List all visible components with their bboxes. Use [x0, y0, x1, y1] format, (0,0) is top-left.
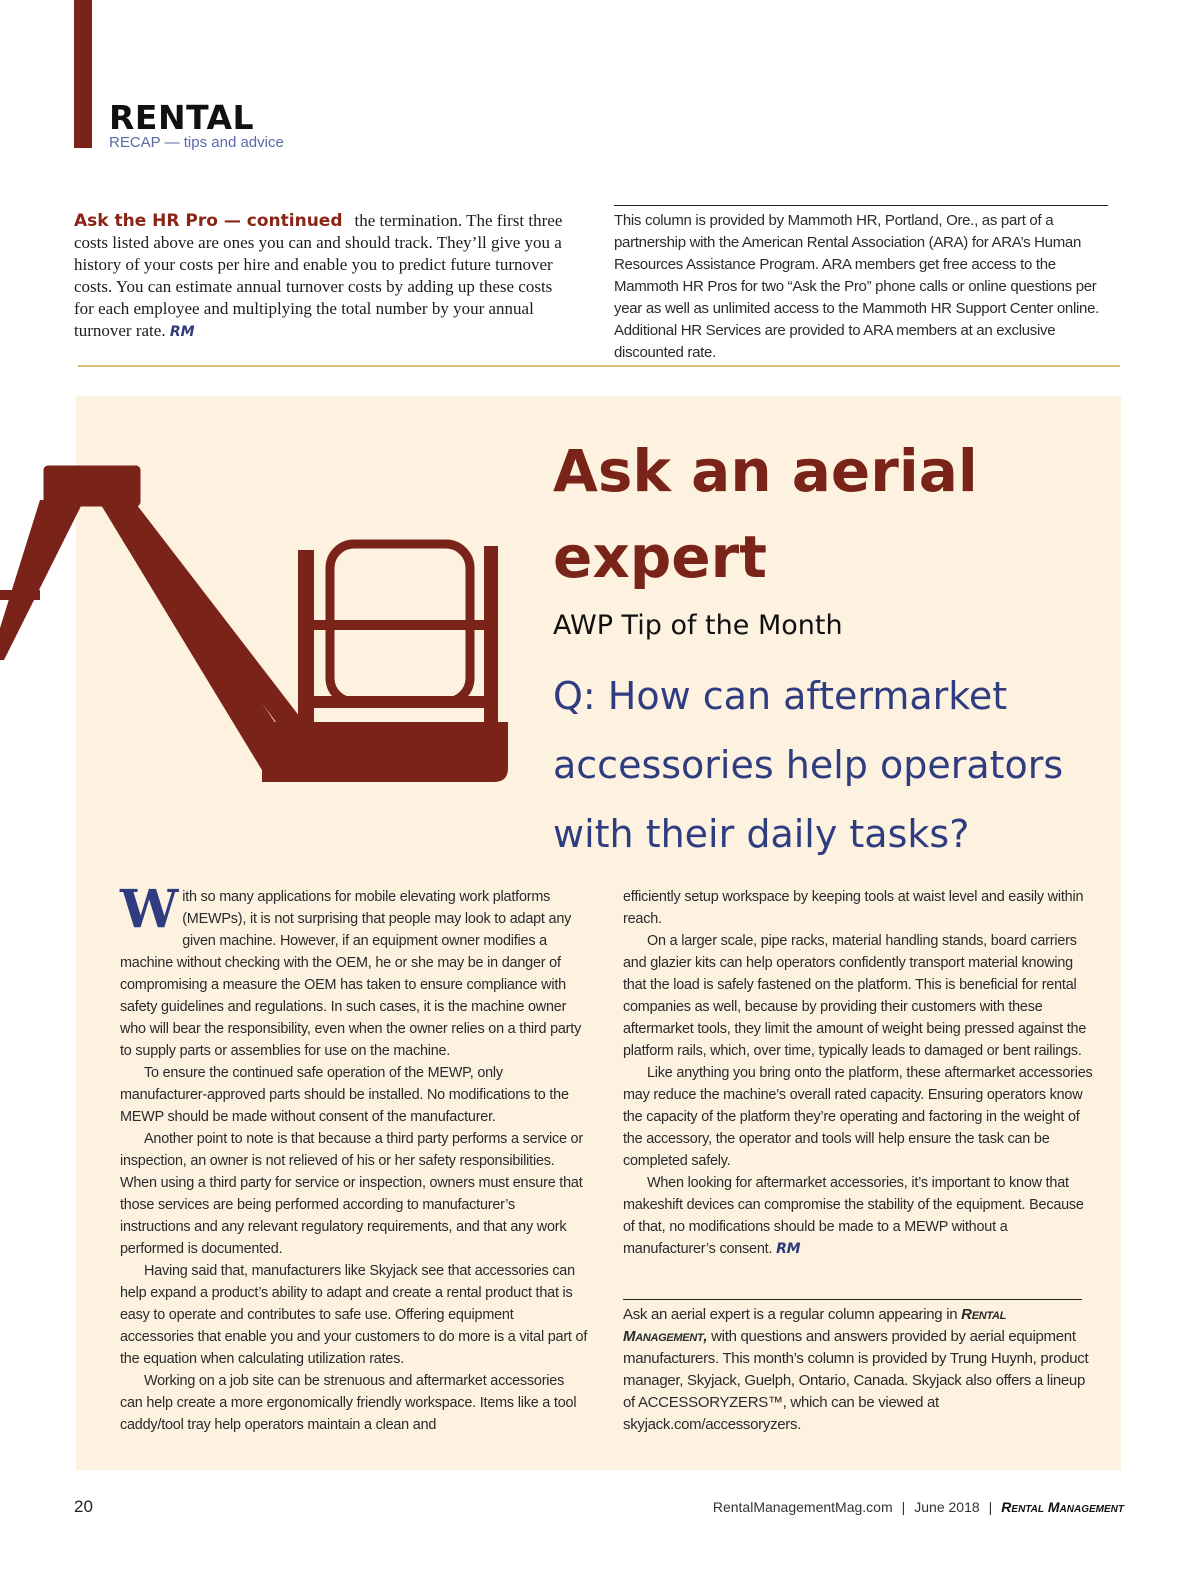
- drop-cap: W: [120, 879, 179, 940]
- article-paragraph: Working on a job site can be strenuous and aftermarket accessories can help create a more ergonomically friendly workspace. Items like a tool caddy/tool tray help operators maintain a clean and: [120, 1373, 577, 1433]
- article-paragraph: efficiently setup workspace by keeping tools at waist level and easily within reach.: [623, 889, 1084, 927]
- article-paragraph: When looking for aftermarket accessories, it’s important to know that makeshift devices can compromise the stability of the equipment. Because of that, no modifications should be made to a MEWP without a manufacturer’s consent. RM: [623, 1175, 1084, 1257]
- article-paragraph: To ensure the continued safe operation of the MEWP, only manufacturer-approved parts should be installed. No modifications to the MEWP should be made without consent of the manufacturer.: [120, 1065, 569, 1125]
- footer-info: RentalManagementMag.com | June 2018 | Rental Management: [712, 1499, 1124, 1515]
- hr-pro-continued: [74, 210, 564, 343]
- end-mark: RM: [169, 324, 195, 340]
- article-paragraph: With so many applications for mobile elevating work platforms (MEWPs), it is not surprising that people may look to adapt any given machine. However, if an equipment owner modifies a machine without checking with the OEM, he or she may be in danger of compromising a measure the OEM has taken to ensure compliance with safety guidelines and regulations. In such cases, it is the machine owner who will bear the responsibility, even when the owner relies on a third party to supply parts or assemblies for use on the machine.: [120, 879, 582, 1059]
- section-divider: [78, 365, 1120, 367]
- credit-rule: [623, 1299, 1082, 1300]
- article-paragraph: Like anything you bring onto the platform, these aftermarket accessories may reduce the machine’s overall rated capacity. Ensuring operators know the capacity of the platform they’re operating and factoring in the weight of the accessory, the operator and tools will help ensure the task can be completed safely.: [623, 1065, 1093, 1169]
- end-mark: RM: [776, 1241, 801, 1257]
- hr-pro-heading: Ask the HR Pro — continued: [74, 211, 343, 231]
- article-paragraph: Having said that, manufacturers like Skyjack see that accessories can help expand a product’s ability to adapt and create a rental product that is easy to operate and contributes to safe use. Offering equipment accessories that enable you and your customers to do more is a vital part of the equation when calculating utilization rates.: [120, 1263, 588, 1367]
- article-column-right: [623, 886, 1093, 1260]
- article-paragraph: On a larger scale, pipe racks, material handling stands, board carriers and glazier kits can help operators confidently transport material knowing that the load is safely fastened on the platform. This is beneficial for rental companies as well, because by providing their customers with these aftermarket tools, they limit the amount of weight being pressed against the platform rails, which, over time, typically leads to damaged or bent railings.: [623, 933, 1087, 1059]
- magazine-name: Rental Management,: [623, 1306, 1007, 1345]
- note-rule: [614, 205, 1108, 206]
- article-column-left: [120, 879, 588, 1436]
- hr-pro-note: This column is provided by Mammoth HR, Portland, Ore., as part of a partnership with the American Rental Association (ARA) for ARA’s Human Resources Assistance Program. ARA members get free access to the Mammoth HR Pros for two “Ask the Pro” phone calls or online questions per year as well as unlimited access to the Mammoth HR Support Center online. Additional HR Services are provided to ARA members at an exclusive discounted rate.: [614, 212, 1099, 361]
- section-accent-bar: [74, 0, 92, 148]
- footer-magazine: Rental Management: [1001, 1499, 1124, 1515]
- section-subtitle: RECAP — tips and advice: [109, 134, 284, 151]
- aerial-lift-illustration: [0, 460, 520, 800]
- hr-pro-text: the termination. The first three costs listed above are ones you can and should track. They’ll give you a history of your costs per hire and enable you to predict future turnover costs. You can estimate annual turnover costs by adding up these costs for each employee and multiplying the total number by your annual turnover rate.: [74, 211, 563, 340]
- footer-date: June 2018: [914, 1499, 980, 1515]
- column-credit: Ask an aerial expert is a regular column appearing in Rental Management, with questions and answers provided by aerial equipment manufacturers. This month’s column is provided by Trung Huynh, product manager, Skyjack, Guelph, Ontario, Canada. Skyjack also offers a lineup of ACCESSORYZERS™, which can be viewed at skyjack.com/accessoryzers.: [623, 1306, 1089, 1433]
- feature-kicker: AWP Tip of the Month: [553, 610, 843, 641]
- feature-title: Ask an aerial expert: [553, 437, 978, 591]
- page-number: 20: [74, 1497, 93, 1516]
- section-title: RENTAL: [109, 98, 255, 137]
- footer-site: RentalManagementMag.com: [712, 1499, 893, 1515]
- feature-question: Q: How can aftermarket accessories help operators with their daily tasks?: [553, 674, 1064, 856]
- article-paragraph: Another point to note is that because a third party performs a service or inspection, an owner is not relieved of his or her safety responsibilities. When using a third party for service or inspection, owners must ensure that those services are being performed according to manufacturer’s instructions and any relevant regulatory requirements, and that any work performed is documented.: [120, 1131, 583, 1257]
